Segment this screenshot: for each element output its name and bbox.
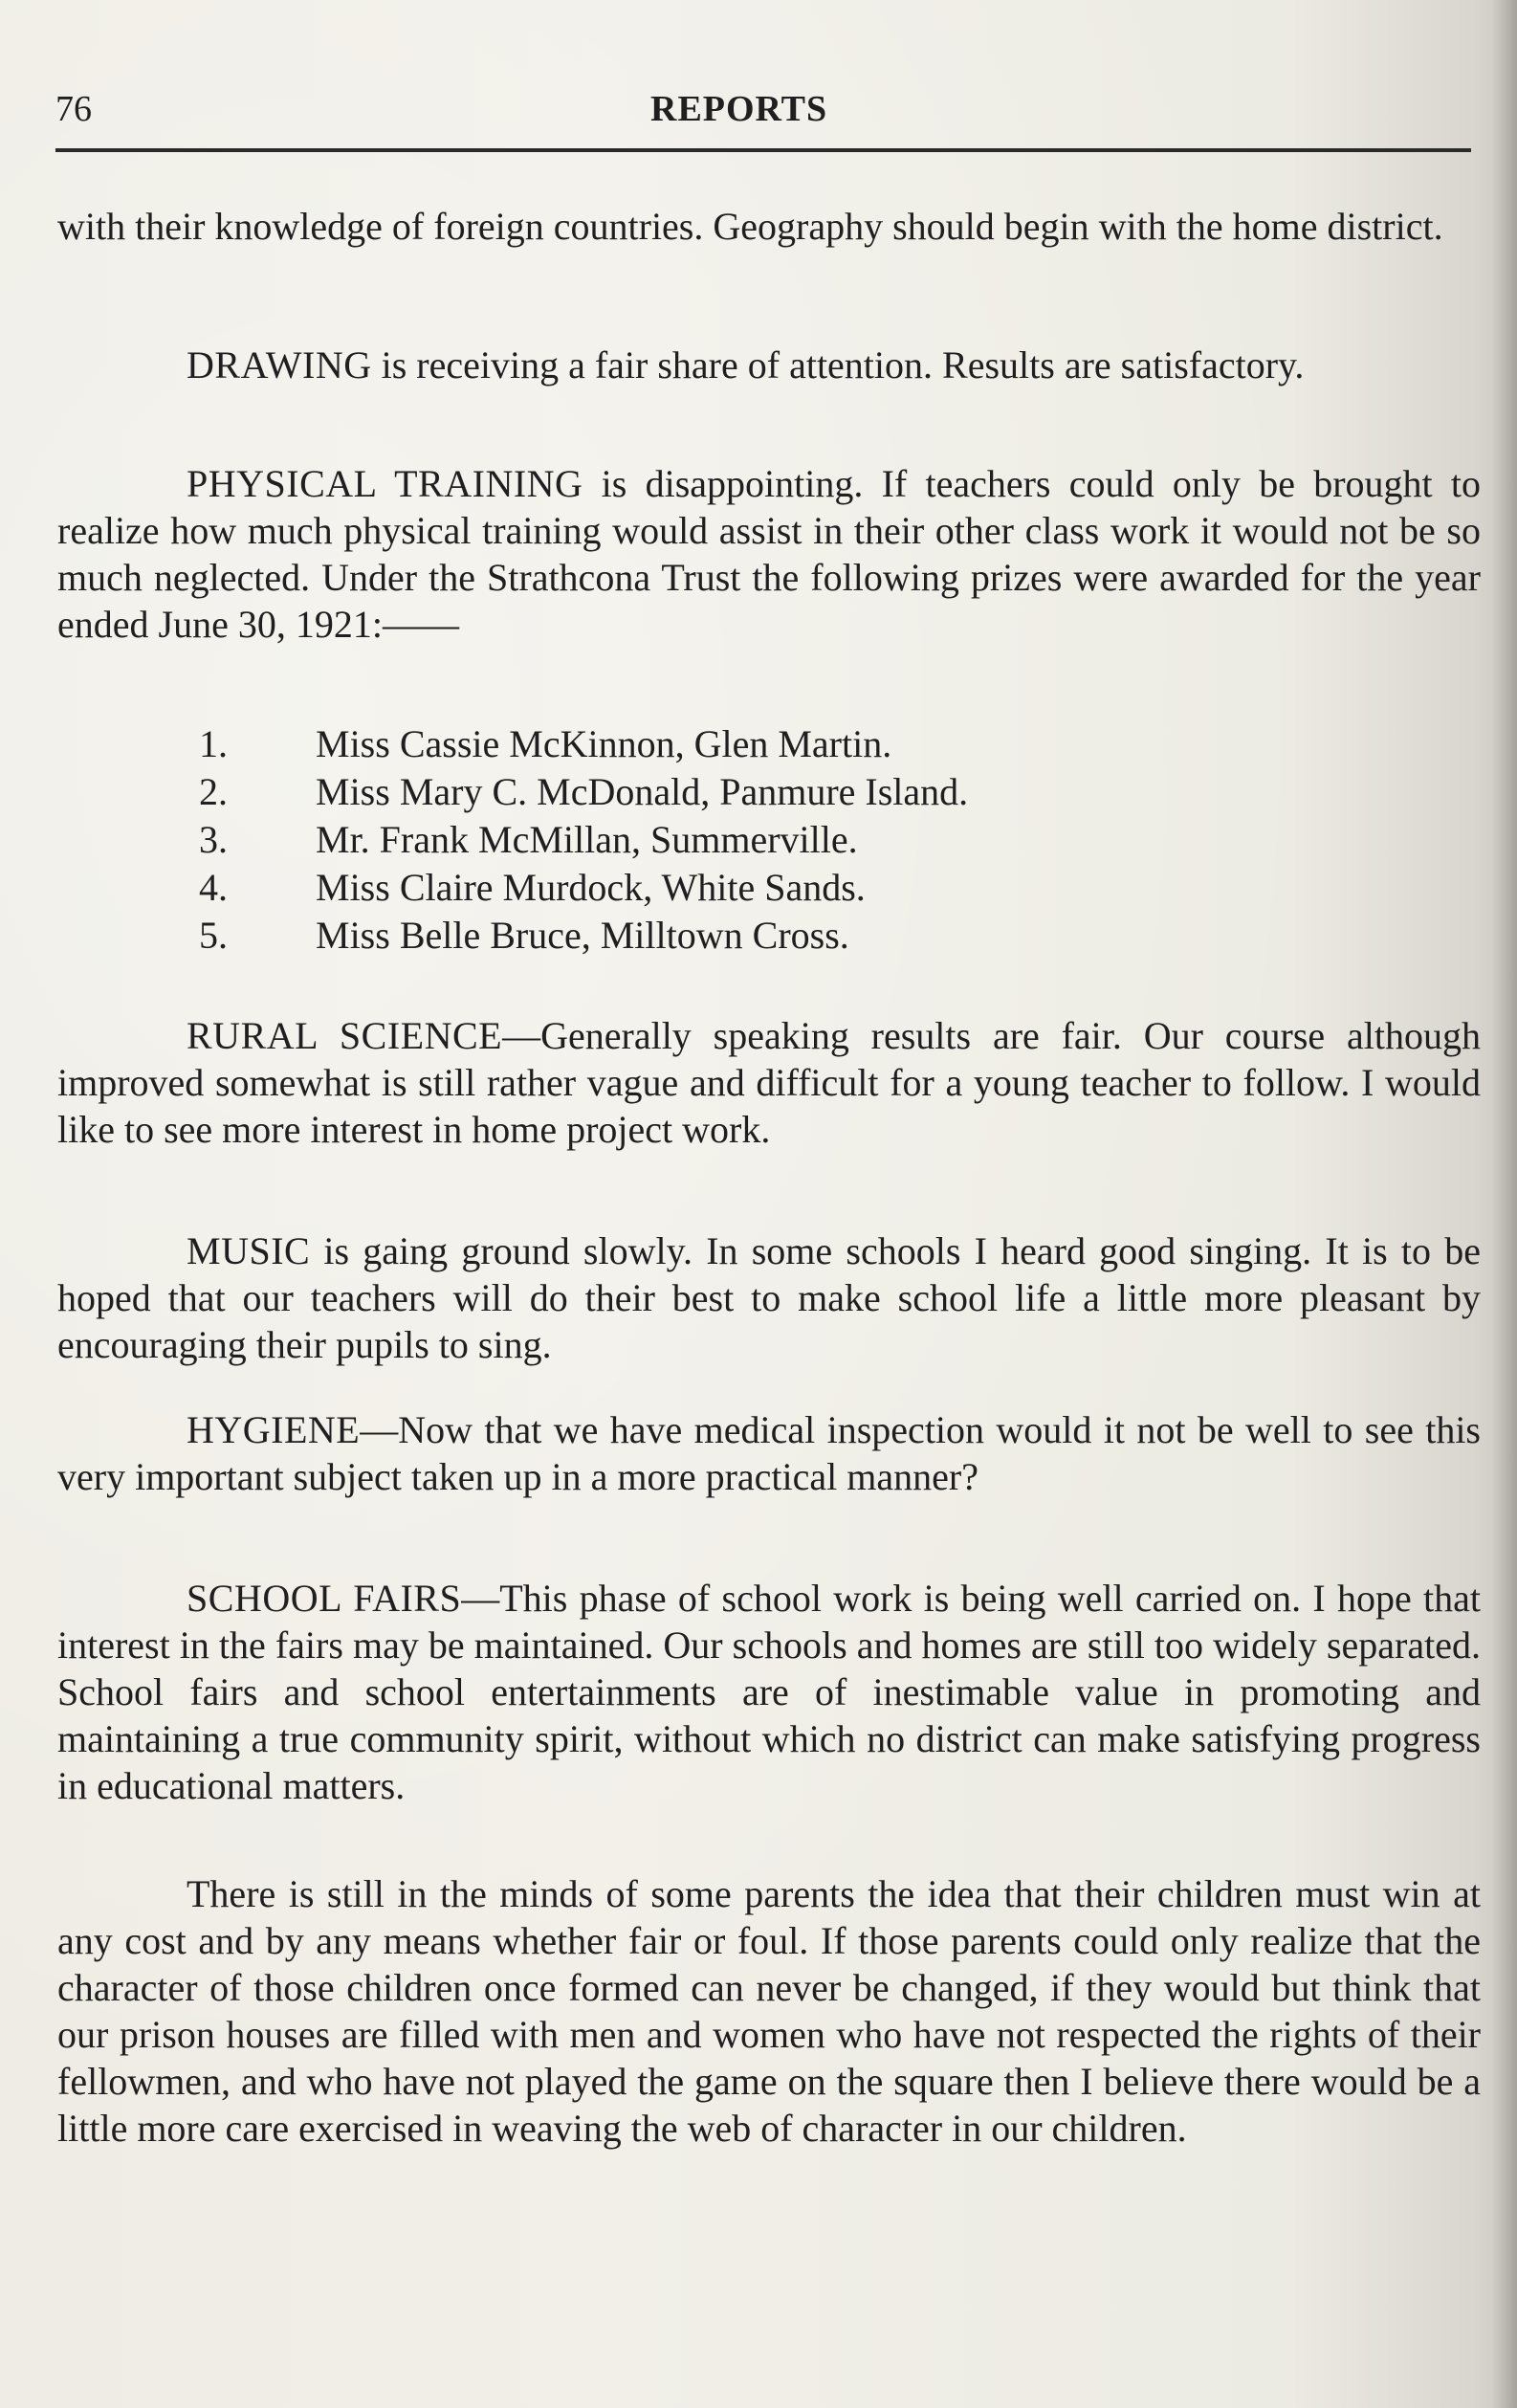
section-body: —Generally speaking results are fair. Our course although improved somewhat is still rather vague and difficult for a young teacher to follow. I would like to see more interest in home project work. — [57, 1014, 1482, 1151]
list-text: Miss Mary C. McDonald, Panmure Island. — [316, 770, 969, 813]
list-text: Miss Claire Murdock, White Sands. — [316, 866, 866, 909]
list-number: 4. — [199, 866, 228, 909]
section-body: is receiving a fair share of attention. Results are satisfactory. — [371, 343, 1305, 387]
paragraph-text: with their knowledge of foreign countries. Geography should begin with the home district. — [57, 205, 1443, 248]
section-heading: HYGIENE — [187, 1408, 361, 1451]
list-item — [199, 768, 968, 816]
section-heading: SCHOOL FAIRS — [187, 1577, 462, 1620]
section-body: —This phase of school work is being well carried on. I hope that interest in the fairs may be maintained. Our schools and homes are still too widely separated. School fairs and school entertainments are of inestimable value in promoting and maintaining a true community spirit, without which no district can make satisfying progress in educational matters. — [57, 1577, 1481, 1807]
header-rule — [55, 148, 1471, 152]
list-text: Miss Belle Bruce, Milltown Cross. — [316, 914, 849, 957]
section-heading: MUSIC — [187, 1229, 311, 1272]
geography-paragraph — [57, 203, 1481, 250]
list-number: 3. — [199, 818, 228, 861]
list-number: 2. — [199, 770, 228, 813]
rural-science-paragraph — [57, 1012, 1481, 1153]
paragraph-text — [57, 342, 1481, 388]
music-paragraph — [57, 1227, 1481, 1368]
hygiene-paragraph — [57, 1406, 1481, 1500]
physical-training-paragraph — [57, 460, 1481, 648]
paragraph-text — [57, 1575, 1481, 1809]
header-title: REPORTS — [650, 89, 828, 129]
list-number: 1. — [199, 722, 228, 765]
list-item — [199, 864, 968, 912]
closing-paragraph — [57, 1870, 1481, 2152]
page-number: 76 — [55, 89, 92, 129]
list-item — [199, 720, 968, 768]
school-fairs-paragraph — [57, 1575, 1481, 1809]
section-body: is gaing ground slowly. In some schools I heard good singing. It is to be hoped that our teachers will do their best to make school life a little more pleasant by encouraging their pupils to sing. — [57, 1229, 1481, 1366]
paragraph-text — [57, 1406, 1481, 1500]
section-body: is disappointing. If teachers could only be brought to realize how much physical training would assist in their other class work it would not be so much neglected. Under the Strathcona Trust the following prizes were awarded for the year ended June 30, 1921:—— — [57, 462, 1481, 646]
list-text: Mr. Frank McMillan, Summerville. — [316, 818, 858, 861]
paragraph-text — [57, 460, 1481, 648]
paragraph-text: There is still in the minds of some parents the idea that their children must win at any cost and by any means whether fair or foul. If those parents could only realize that the character of those children once formed can never be changed, if they would but think that our prison houses are filled with men and women who have not respected the rights of their fellowmen, and who have not played the game on the square then I believe there would be a little more care exercised in weaving the web of character in our children. — [57, 1872, 1481, 2150]
list-item — [199, 816, 968, 864]
section-heading: RURAL SCIENCE — [187, 1014, 503, 1057]
paragraph-text — [57, 1012, 1481, 1153]
section-heading: PHYSICAL TRAINING — [187, 462, 583, 505]
section-heading: DRAWING — [187, 343, 372, 387]
list-number: 5. — [199, 914, 228, 957]
prize-list — [199, 720, 968, 960]
running-head — [55, 88, 1471, 138]
section-body: —Now that we have medical inspection would it not be well to see this very important subject taken up in a more practical manner? — [57, 1408, 1481, 1498]
paragraph-text — [57, 1227, 1481, 1368]
drawing-paragraph — [57, 342, 1481, 388]
list-text: Miss Cassie McKinnon, Glen Martin. — [316, 722, 892, 765]
list-item — [199, 912, 968, 960]
page-edge-shadow — [1492, 0, 1517, 2408]
